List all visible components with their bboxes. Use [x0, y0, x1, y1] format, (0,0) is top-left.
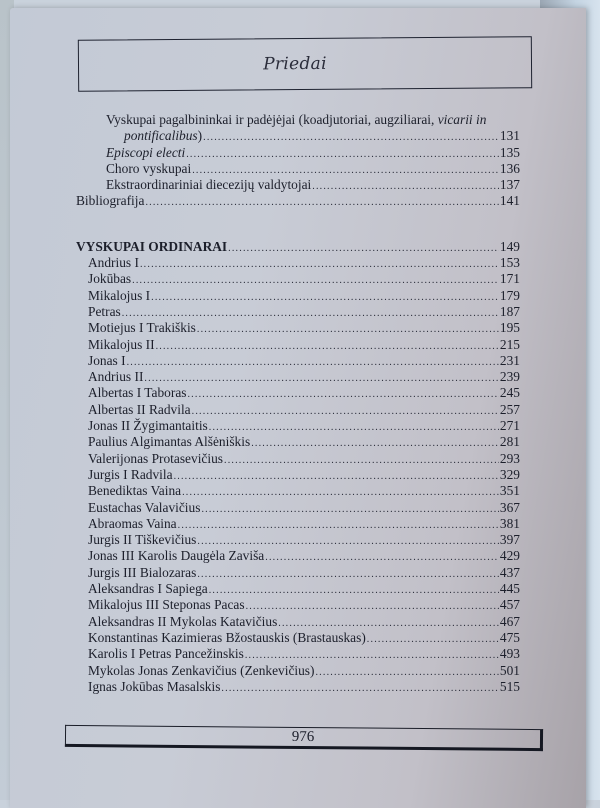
- toc-page-number: 437: [499, 564, 520, 580]
- dot-leader: [209, 420, 499, 436]
- dot-leader: [140, 257, 499, 273]
- dot-leader: [209, 583, 499, 599]
- toc-page-number: 171: [499, 271, 520, 287]
- dot-leader: [265, 550, 499, 566]
- toc-page-number: 429: [499, 548, 520, 564]
- toc-page-number: 457: [499, 597, 520, 613]
- toc-page-number: 281: [499, 434, 520, 450]
- dot-leader: [228, 241, 499, 257]
- toc-page-number: 475: [499, 629, 520, 645]
- toc-page-number: 271: [499, 418, 520, 434]
- dot-leader: [151, 290, 499, 306]
- toc-entry: Jokūbas ..... 171: [76, 271, 520, 287]
- dot-leader: [312, 179, 499, 195]
- toc-page-number: 239: [499, 369, 520, 385]
- toc-entry: Benediktas Vaina ..... 351: [76, 483, 520, 499]
- toc-page-number: 245: [499, 385, 520, 401]
- toc-entry: Konstantinas Kazimieras Bžostauskis (Brastauskas) ..... 475: [76, 630, 520, 646]
- toc-entry: Jonas II Žygimantaitis ..... 271: [76, 418, 520, 434]
- toc-page-number: 351: [499, 483, 520, 499]
- header-title: Priedai: [263, 53, 327, 75]
- toc-page-number: 515: [499, 678, 520, 694]
- toc-entry: Valerijonas Protasevičius ..... 293: [76, 451, 520, 467]
- dot-leader: [315, 665, 498, 681]
- dot-leader: [127, 355, 499, 371]
- toc-entry: Petras ..... 187: [76, 304, 520, 320]
- toc-entry: Ekstraordinariniai diecezijų valdytojai ..... 137: [76, 177, 520, 193]
- toc-entry: Albertas I Taboras ..... 245: [76, 385, 520, 401]
- toc-page-number: 501: [499, 662, 520, 678]
- toc-entry: Mikalojus I ..... 179: [76, 288, 520, 304]
- dot-leader: [201, 502, 498, 518]
- dot-leader: [221, 681, 498, 697]
- toc-entry: pontificalibus) ..... 131: [76, 128, 520, 144]
- dot-leader: [187, 387, 498, 403]
- toc-entry: Episcopi electi ..... 135: [76, 145, 520, 161]
- toc-entry: Jurgis I Radvila ..... 329: [76, 467, 520, 483]
- toc-page-number: 195: [499, 320, 520, 336]
- toc-entry: Aleksandras II Mykolas Katavičius ..... 467: [76, 614, 520, 630]
- toc-entry-line: Vyskupai pagalbininkai ir padėjėjai (koadjutoriai, augziliarai, vicarii in: [106, 112, 487, 127]
- dot-leader: [156, 339, 499, 355]
- toc-entry: Abraomas Vaina ..... 381: [76, 516, 520, 532]
- toc-page-number: 397: [499, 532, 520, 548]
- dot-leader: [186, 147, 499, 163]
- toc-page-number: 329: [499, 466, 520, 482]
- page-footer: [65, 725, 543, 751]
- toc-entry: Mykolas Jonas Zenkavičius (Zenkevičius) ..... 501: [76, 663, 520, 679]
- toc-section-heading: VYSKUPAI ORDINARAI ..... 149: [76, 239, 520, 255]
- table-of-contents: [76, 112, 520, 695]
- dot-leader: [182, 485, 499, 501]
- toc-page-number: 135: [499, 144, 520, 160]
- toc-entry-bibliography: Bibliografija ..... 141: [76, 193, 520, 209]
- dot-leader: [178, 518, 499, 534]
- toc-entry: Karolis I Petras Pancežinskis ..... 493: [76, 646, 520, 662]
- toc-entry: Eustachas Valavičius ..... 367: [76, 500, 520, 516]
- toc-entry: Mikalojus II ..... 215: [76, 337, 520, 353]
- toc-entry: Jurgis II Tiškevičius ..... 397: [76, 532, 520, 548]
- dot-leader: [367, 632, 499, 648]
- toc-page-number: 257: [499, 401, 520, 417]
- toc-page-number: 231: [499, 352, 520, 368]
- toc-page-number: 445: [499, 581, 520, 597]
- toc-page-number: 367: [499, 499, 520, 515]
- toc-page-number: 467: [499, 613, 520, 629]
- toc-entry: Andrius II ..... 239: [76, 369, 520, 385]
- toc-page-number: 381: [499, 515, 520, 531]
- toc-entry: Paulius Algimantas Alšėniškis ..... 281: [76, 434, 520, 450]
- running-header: [78, 36, 532, 92]
- toc-entry: Jonas III Karolis Daugėla Zaviša ..... 429: [76, 548, 520, 564]
- dot-leader: [197, 322, 499, 338]
- toc-entry: Aleksandras I Sapiega ..... 445: [76, 581, 520, 597]
- toc-page-number: 215: [499, 336, 520, 352]
- dot-leader: [246, 599, 499, 615]
- toc-page-number: 149: [499, 238, 520, 254]
- page-number: 976: [291, 728, 315, 745]
- toc-entry: Jonas I ..... 231: [76, 353, 520, 369]
- dot-leader: [174, 469, 499, 485]
- toc-entry: Andrius I ..... 153: [76, 255, 520, 271]
- toc-entry: Jurgis III Bialozaras ..... 437: [76, 565, 520, 581]
- toc-page-number: 153: [499, 255, 520, 271]
- dot-leader: [224, 453, 499, 469]
- dot-leader: [251, 436, 499, 452]
- toc-entry: Choro vyskupai ..... 136: [76, 161, 520, 177]
- toc-page-number: 137: [499, 177, 520, 193]
- bishop-list: [76, 255, 520, 695]
- toc-page-number: 293: [499, 450, 520, 466]
- dot-leader: [132, 273, 499, 289]
- toc-page-number: 493: [499, 646, 520, 662]
- toc-entry: Motiejus I Trakiškis ..... 195: [76, 320, 520, 336]
- dot-leader: [197, 567, 499, 583]
- toc-page-number: 141: [499, 193, 520, 209]
- toc-page-number: 179: [499, 287, 520, 303]
- toc-page-number: 136: [499, 160, 520, 176]
- toc-page-number: 187: [499, 303, 520, 319]
- dot-leader: [192, 404, 499, 420]
- toc-page-number: 131: [499, 128, 520, 144]
- dot-leader: [145, 195, 498, 211]
- toc-entry: Albertas II Radvila ..... 257: [76, 402, 520, 418]
- toc-entry: Mikalojus III Steponas Pacas ..... 457: [76, 597, 520, 613]
- toc-entry: Ignas Jokūbas Masalskis ..... 515: [76, 679, 520, 695]
- dot-leader: [144, 371, 498, 387]
- dot-leader: [203, 130, 499, 146]
